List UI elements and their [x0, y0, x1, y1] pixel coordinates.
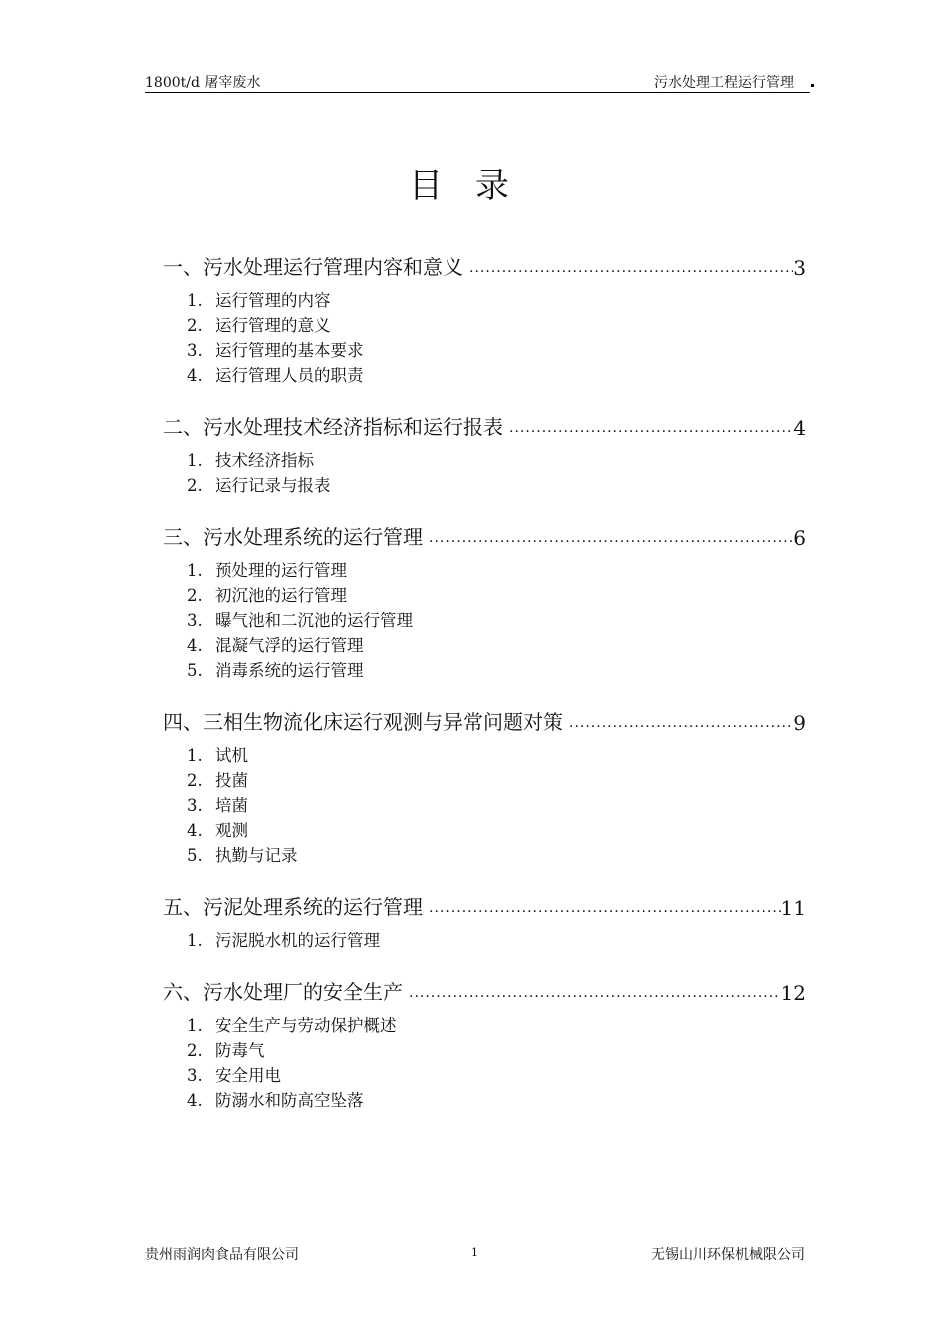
toc-section	[163, 705, 806, 868]
toc-subitem[interactable]	[187, 448, 806, 473]
toc-subitem[interactable]	[187, 338, 806, 363]
toc-subitem-text: 预处理的运行管理	[215, 561, 347, 580]
toc-section-title: 四、三相生物流化床运行观测与异常问题对策	[163, 710, 563, 734]
page-header	[145, 70, 810, 93]
toc-subitem-text: 投菌	[215, 771, 248, 790]
toc-subitem[interactable]	[187, 1038, 806, 1063]
toc-subitem-list	[163, 1013, 806, 1113]
toc-subitem-text: 消毒系统的运行管理	[215, 661, 364, 680]
toc-subitem-text: 防溺水和防高空坠落	[215, 1091, 364, 1110]
toc-entry[interactable]	[163, 250, 806, 280]
toc-subitem[interactable]	[187, 583, 806, 608]
toc-subitem-list	[163, 448, 806, 498]
toc-subitem-number: 4.	[187, 366, 203, 385]
toc-subitem-text: 初沉池的运行管理	[215, 586, 347, 605]
toc-leader-dots	[469, 260, 793, 276]
toc-subitem-number: 2.	[187, 476, 203, 495]
toc-subitem[interactable]	[187, 743, 806, 768]
toc-subitem[interactable]	[187, 288, 806, 313]
toc-section-title: 一、污水处理运行管理内容和意义	[163, 255, 463, 279]
toc-leader-dots	[429, 530, 793, 546]
toc-subitem-text: 混凝气浮的运行管理	[215, 636, 364, 655]
toc-subitem-text: 运行管理人员的职责	[215, 366, 364, 385]
toc-subitem-number: 3.	[187, 611, 203, 630]
page-title: 目录	[409, 166, 541, 206]
toc-page-number: 11	[780, 896, 806, 920]
toc-subitem-number: 4.	[187, 1091, 203, 1110]
toc-section	[163, 250, 806, 388]
toc-subitem-number: 1.	[187, 1016, 203, 1035]
toc-section	[163, 890, 806, 953]
toc-subitem-text: 观测	[215, 821, 248, 840]
toc-subitem[interactable]	[187, 473, 806, 498]
toc-subitem[interactable]	[187, 793, 806, 818]
toc-section	[163, 520, 806, 683]
toc-page-number: 4	[793, 416, 806, 440]
table-of-contents	[163, 250, 806, 1135]
toc-page-number: 9	[793, 711, 806, 735]
header-left-text: 1800t/d 屠宰废水	[145, 75, 261, 91]
toc-subitem-number: 1.	[187, 561, 203, 580]
toc-subitem[interactable]	[187, 633, 806, 658]
toc-section	[163, 410, 806, 498]
toc-subitem-number: 2.	[187, 316, 203, 335]
header-rule-mark	[811, 84, 814, 87]
toc-section-title: 五、污泥处理系统的运行管理	[163, 895, 423, 919]
toc-page-number: 3	[793, 256, 806, 280]
footer-left-text: 贵州雨润肉食品有限公司	[145, 1247, 299, 1263]
toc-subitem-text: 污泥脱水机的运行管理	[215, 931, 380, 950]
toc-subitem-text: 运行管理的意义	[215, 316, 331, 335]
toc-subitem-text: 安全用电	[215, 1066, 281, 1085]
toc-subitem-text: 培菌	[215, 796, 248, 815]
toc-subitem-number: 1.	[187, 291, 203, 310]
toc-subitem[interactable]	[187, 608, 806, 633]
toc-subitem[interactable]	[187, 1013, 806, 1038]
toc-subitem-number: 2.	[187, 771, 203, 790]
header-right-text: 污水处理工程运行管理	[654, 75, 794, 91]
toc-page-number: 12	[780, 981, 806, 1005]
toc-entry[interactable]	[163, 410, 806, 440]
toc-page-number: 6	[793, 526, 806, 550]
toc-subitem[interactable]	[187, 928, 806, 953]
toc-subitem[interactable]	[187, 658, 806, 683]
toc-subitem-number: 2.	[187, 1041, 203, 1060]
toc-subitem[interactable]	[187, 1063, 806, 1088]
toc-leader-dots	[429, 900, 781, 916]
toc-subitem[interactable]	[187, 843, 806, 868]
toc-subitem-text: 运行管理的基本要求	[215, 341, 364, 360]
toc-subitem-text: 防毒气	[215, 1041, 265, 1060]
toc-subitem-number: 3.	[187, 796, 203, 815]
toc-subitem-text: 运行记录与报表	[215, 476, 331, 495]
toc-subitem-list	[163, 743, 806, 868]
toc-subitem-number: 1.	[187, 931, 203, 950]
toc-subitem-list	[163, 288, 806, 388]
toc-subitem[interactable]	[187, 818, 806, 843]
toc-section-title: 二、污水处理技术经济指标和运行报表	[163, 415, 503, 439]
toc-subitem-number: 5.	[187, 846, 203, 865]
toc-subitem-number: 3.	[187, 1066, 203, 1085]
toc-subitem-text: 安全生产与劳动保护概述	[215, 1016, 397, 1035]
toc-section-title: 六、污水处理厂的安全生产	[163, 980, 403, 1004]
toc-subitem-text: 技术经济指标	[215, 451, 314, 470]
toc-subitem-text: 执勤与记录	[215, 846, 298, 865]
toc-entry[interactable]	[163, 975, 806, 1005]
toc-subitem-number: 2.	[187, 586, 203, 605]
toc-subitem[interactable]	[187, 768, 806, 793]
toc-subitem-number: 1.	[187, 451, 203, 470]
toc-subitem-number: 4.	[187, 821, 203, 840]
page-number: 1	[471, 1246, 478, 1259]
toc-leader-dots	[569, 715, 793, 731]
toc-subitem-list	[163, 558, 806, 683]
toc-section-title: 三、污水处理系统的运行管理	[163, 525, 423, 549]
toc-entry[interactable]	[163, 520, 806, 550]
toc-subitem-text: 曝气池和二沉池的运行管理	[215, 611, 413, 630]
toc-subitem-list	[163, 928, 806, 953]
toc-entry[interactable]	[163, 705, 806, 735]
toc-subitem[interactable]	[187, 558, 806, 583]
toc-subitem-number: 5.	[187, 661, 203, 680]
toc-subitem-text: 试机	[215, 746, 248, 765]
toc-leader-dots	[509, 420, 793, 436]
toc-subitem-number: 4.	[187, 636, 203, 655]
toc-subitem-number: 1.	[187, 746, 203, 765]
toc-entry[interactable]	[163, 890, 806, 920]
toc-subitem[interactable]	[187, 1088, 806, 1113]
toc-subitem[interactable]	[187, 363, 806, 388]
toc-section	[163, 975, 806, 1113]
toc-subitem[interactable]	[187, 313, 806, 338]
footer-right-text: 无锡山川环保机械限公司	[651, 1247, 805, 1263]
toc-leader-dots	[409, 985, 781, 1001]
toc-subitem-text: 运行管理的内容	[215, 291, 331, 310]
toc-subitem-number: 3.	[187, 341, 203, 360]
